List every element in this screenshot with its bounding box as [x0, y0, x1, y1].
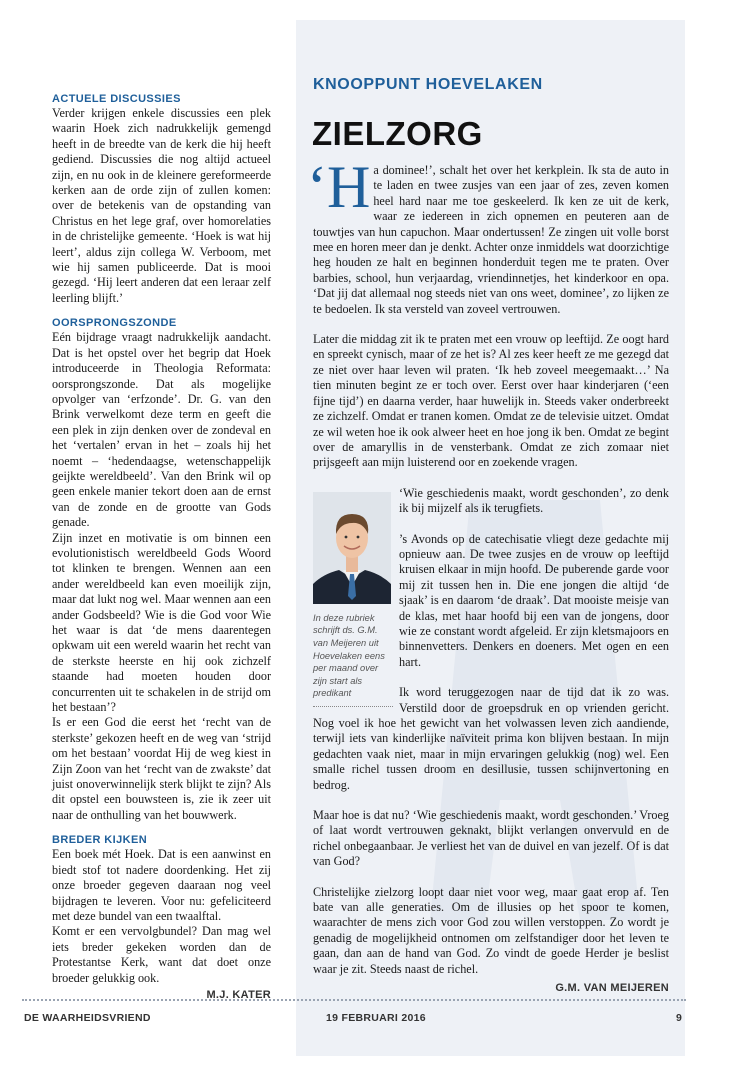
footer-page-number: 9 — [676, 1012, 683, 1024]
section-heading: BREDER KIJKEN — [52, 834, 148, 847]
paragraph: ‘Wie geschiedenis maakt, wordt geschonden’, zo denk ik bij mijzelf als ik terugfiets. — [399, 485, 669, 516]
paragraph: Later die middag zit ik te praten met een vrouw op leeftijd. Ze oogt hard en spreekt cynisch, maar of ze het is? Al zes keer heeft ze me gezegd dat ze niet over haar leven wil praten. ‘Ik heb zoveel meegemaakt…’ Na tien minuten begint ze er toch over. Eerst over haar kinderjaren (‘een fijne tijd’) en daarna verder, haar huwelijk in. Steeds vaker onderbreekt ze zichzelf. Omdat er tranen komen. Omdat ze de televisie uitzet. Omdat ze wil weten hoe ik ook alweer heet en hoe jong ik ben. Omdat ze begint over de amaryllis in de vensterbank. Omdat ze zich zomaar niet prijsgeeft aan mijn luisterend oor en zoekende vragen. — [313, 332, 669, 470]
author-byline: G.M. VAN MEIJEREN — [555, 982, 669, 995]
paragraph: Een boek mét Hoek. Dat is een aanwinst en biedt stof tot nadere doordenking. Het zij onze broeder gegeven daaraan nog veel bijdragen te leveren. Voor nu: gefeliciteerd met deze bundel van een twaalftal. — [52, 847, 271, 923]
paragraph: Maar hoe is dat nu? ‘Wie geschiedenis maakt, wordt geschonden.’ Vroeg of laat wordt vertrouwen geknakt, blijkt verlangen onvervuld en de richel onbegaanbaar. Je verliest het van de duivel en van jezelf. Of is dat van God? — [313, 808, 669, 869]
left-column — [52, 92, 271, 1003]
article-body — [307, 154, 670, 997]
intro-text: a dominee!’, schalt het over het kerkplein. Ik sta de auto in te laden en twee zusjes van een jaar of zes, zeven komen heel hard naar me toe geskeelerd. Ik ken ze uit de kerk, waar ze iedereen in zich opnemen en peuteren aan de touwtjes van hun capuchon. Maar ondertussen! Ze zingen uit volle borst mee en horen meer dan je denkt. Achter onze inmiddels wat doorzichtige heg houden ze halt en beginnen honderduit tegen me te praten. Over barbies, school, hun verjaardag, vriendinnetjes, het kinderkoor en opa. ‘Dat jij dat allemaal nog steeds niet van ons weet, dominee’, zo lijken ze te bedoelen. Ik sta versteld van zoveel vertrouwen. — [313, 163, 670, 316]
paragraph: Komt er een vervolgbundel? Dan mag wel iets breder gekeken worden dan de Protestantse Kerk, want dat doet onze broeder gelukkig ook. — [52, 924, 271, 985]
footer-date: 19 FEBRUARI 2016 — [326, 1012, 426, 1024]
intro-paragraph — [307, 154, 670, 317]
paragraph: Ik word teruggezogen naar de tijd dat ik zo was. Verstild door de groepsdruk en op vrienden gericht. Nog voel ik hoe het gewicht van het volwassen leven zich aandiende, terwijl iets van kinderlijke naïviteit prima kon blijven bestaan. In mijn gedachten vaak niet, maar in mijn ervaringen gelukkig (nog) wel. Een smalle richel tussen droom en desillusie, tussen schijnvertoning en bedrog. — [313, 685, 669, 792]
paragraph: Verder krijgen enkele discussies een plek waarin Hoek zich nadrukkelijk gemengd heeft in de breedte van de kerk die hij heeft gediend. Discussies die nog altijd actueel zijn, en nu ook in de kleinere gereformeerde kerken aan de orde zijn of zullen komen: over de betekenis van de opstanding van Christus en het lege graf, over homorelaties in de christelijke gemeente. ‘Hoek is wat hij leert’, aldus zijn collega W. Verboom, met wie hij samen publiceerde. Dat is mooi gezegd. ‘Hij leert anderen dat een leraar zelf leerling blijft.’ — [52, 106, 271, 305]
paragraph: ’s Avonds op de catechisatie vliegt deze gedachte mij opnieuw aan. De twee zusjes en de vrouw op leeftijd kruisen elkaar in mijn hoofd. De puberende garde voor mij zit tussen hen in. Die ene jongen die altijd ‘de sjaak’ is en daarom ‘de draak’. Dat mooiste meisje van de klas, met haar hoofd bij een van de jongens, door wie ze constant wordt afgeleid. Er zijn kletsmajoors en binnenvetters. Denkers en doeners. Met ogen en een hart. — [399, 531, 669, 669]
section-heading: ACTUELE DISCUSSIES — [52, 93, 181, 105]
drop-cap: ‘H — [307, 154, 371, 220]
author-photo-block — [313, 492, 393, 707]
section-heading: OORSPRONGSZONDE — [52, 317, 177, 330]
paragraph: Christelijke zielzorg loopt daar niet voor weg, maar gaat erop af. Ten bate van alle generaties. Om de illusies op het spoor te komen, waarachter de mens zich voor God zou willen verstoppen. Zo wordt je genadig de mogelijkheid ontnomen om zelfstandiger door het leven te gaan, dan aan de hand van God. Zo vindt de goede Herder je beslist waar je zit. Steeds naast de richel. — [313, 884, 669, 976]
author-photo — [313, 492, 391, 604]
photo-caption: In deze rubriek schrijft ds. G.M. van Meijeren uit Hoevelaken eens per maand over zijn start als predikant — [313, 612, 393, 707]
paragraph: Zijn inzet en motivatie is om binnen een evolutionistisch wereldbeeld Gods Woord tot klinken te brengen. Wennen aan een ander wereldbeeld kan even moeilijk zijn, maar dat lukt nog wel. Maar wennen aan een ander Godsbeeld? Wie is die God voor Wie het waar is dat ‘de mens daarentegen opkwam uit een wereld waarin het recht van de sterkste heerste en hij ook zichzelf staande had moeten houden door concurrenten uit te schakelen in de strijd om het bestaan’? — [52, 530, 271, 715]
footer-divider — [22, 999, 686, 1001]
paragraph: Eén bijdrage vraagt nadrukkelijk aandacht. Dat is het opstel over het begrip dat Hoek introduceerde in Theologia Reformata: oorsprongszonde. Dat als mogelijke opvolger van ‘erfzonde’. Dr. G. van den Brink verwelkomt deze term en geeft die een plek in zijn denken over de zondeval en het ‘vertalen’ ervan in het – zoals hij het noemt – ‘hedendaagse, wetenschappelijk geijkte wereldbeeld’. Van den Brink wil op geen enkele manier tekort doen aan de ernst van de zonde en de grootte van Gods genade. — [52, 330, 271, 530]
rubric-kicker: KNOOPPUNT HOEVELAKEN — [313, 76, 543, 93]
paragraph: Is er een God die eerst het ‘recht van de sterkste’ gekozen heeft en de weg van ‘strijd om het bestaan’ voordat Hij de weg kiest in Zijn Zoon van het ‘recht van de zwakste’ dat juist onoverwinnelijk sterk blijkt te zijn? Als dit opstel een bouwsteen is, zie ik zeer uit naar de onthulling van het bouwwerk. — [52, 715, 271, 822]
portrait-illustration — [313, 492, 391, 604]
article-title: ZIELZORG — [312, 115, 483, 152]
author-byline: M.J. KATER — [206, 988, 271, 1001]
footer-publication: DE WAARHEIDSVRIEND — [24, 1012, 151, 1024]
